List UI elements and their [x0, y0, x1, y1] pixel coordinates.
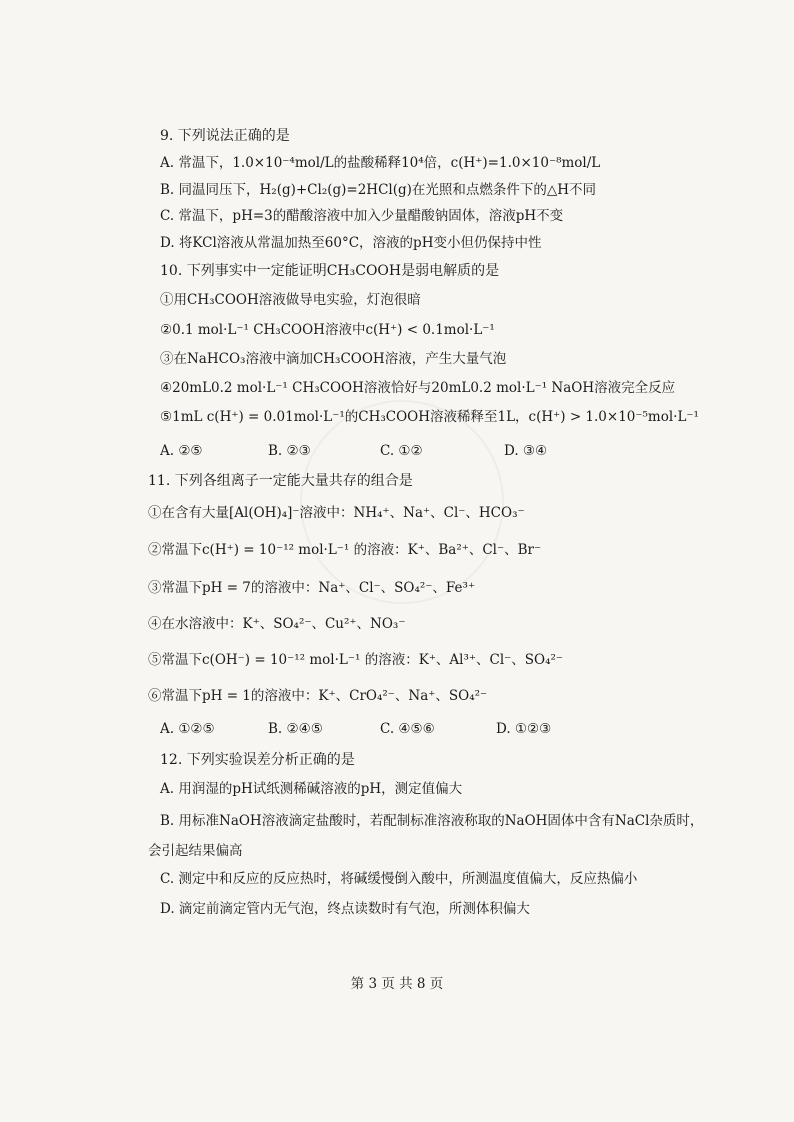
q11-item-6: ⑥常温下pH = 1的溶液中：K⁺、CrO₄²⁻、Na⁺、SO₄²⁻ — [148, 688, 488, 704]
q10-item-1: ①用CH₃COOH溶液做导电实验，灯泡很暗 — [160, 292, 421, 308]
q11-item-3: ③常温下pH = 7的溶液中：Na⁺、Cl⁻、SO₄²⁻、Fe³⁺ — [148, 580, 476, 596]
q11-item-4: ④在水溶液中：K⁺、SO₄²⁻、Cu²⁺、NO₃⁻ — [148, 616, 406, 632]
q11-choice-b: B. ②④⑤ — [268, 721, 323, 737]
q11-choice-d: D. ①②③ — [496, 721, 552, 737]
q10-choice-d: D. ③④ — [504, 443, 548, 459]
q10-choice-c: C. ①② — [380, 443, 423, 459]
q11-choice-a: A. ①②⑤ — [160, 721, 215, 737]
q12-option-a: A. 用润湿的pH试纸测稀碱溶液的pH，测定值偏大 — [160, 781, 463, 797]
q10-choice-b: B. ②③ — [268, 443, 311, 459]
q10-item-5: ⑤1mL c(H⁺) = 0.01mol·L⁻¹的CH₃COOH溶液稀释至1L，c(H⁺) > 1.0×10⁻⁵mol·L⁻¹ — [160, 409, 699, 425]
q12-option-b: B. 用标准NaOH溶液滴定盐酸时，若配制标准溶液称取的NaOH固体中含有NaCl杂质时， — [160, 813, 704, 829]
q11-item-5: ⑤常温下c(OH⁻) = 10⁻¹² mol·L⁻¹ 的溶液：K⁺、Al³⁺、Cl⁻、SO₄²⁻ — [148, 652, 564, 668]
q10-title: 10. 下列事实中一定能证明CH₃COOH是弱电解质的是 — [160, 263, 500, 279]
page-number-footer: 第 3 页 共 8 页 — [350, 976, 444, 992]
q10-item-3: ③在NaHCO₃溶液中滴加CH₃COOH溶液，产生大量气泡 — [160, 351, 507, 367]
q11-choices — [160, 719, 551, 739]
q11-title: 11. 下列各组离子一定能大量共存的组合是 — [148, 473, 413, 489]
q9-option-a: A. 常温下，1.0×10⁻⁴mol/L的盐酸稀释10⁴倍，c(H⁺)=1.0×10⁻⁸mol/L — [160, 155, 601, 171]
q10-item-2: ②0.1 mol·L⁻¹ CH₃COOH溶液中c(H⁺) < 0.1mol·L⁻¹ — [160, 322, 495, 338]
q12-option-d: D. 滴定前滴定管内无气泡，终点读数时有气泡，所测体积偏大 — [160, 901, 530, 917]
q9-option-c: C. 常温下，pH=3的醋酸溶液中加入少量醋酸钠固体，溶液pH不变 — [160, 208, 564, 224]
q10-item-4: ④20mL0.2 mol·L⁻¹ CH₃COOH溶液恰好与20mL0.2 mol·L⁻¹ NaOH溶液完全反应 — [160, 380, 676, 396]
q11-choice-c: C. ④⑤⑥ — [380, 721, 435, 737]
q10-choices — [160, 441, 547, 461]
q11-item-1: ①在含有大量[Al(OH)₄]⁻溶液中：NH₄⁺、Na⁺、Cl⁻、HCO₃⁻ — [148, 505, 525, 521]
q12-title: 12. 下列实验误差分析正确的是 — [160, 752, 355, 768]
q9-option-d: D. 将KCl溶液从常温加热至60°C，溶液的pH变小但仍保持中性 — [160, 235, 542, 251]
q9-title: 9. 下列说法正确的是 — [160, 128, 290, 144]
q12-option-b-continued: 会引起结果偏高 — [148, 843, 243, 859]
q11-item-2: ②常温下c(H⁺) = 10⁻¹² mol·L⁻¹ 的溶液：K⁺、Ba²⁺、Cl⁻、Br⁻ — [148, 542, 542, 558]
q9-option-b: B. 同温同压下，H₂(g)+Cl₂(g)=2HCl(g)在光照和点燃条件下的△H不同 — [160, 182, 597, 198]
q10-choice-a: A. ②⑤ — [160, 443, 203, 459]
faint-watermark-seal — [300, 400, 504, 604]
q12-option-c: C. 测定中和反应的反应热时，将碱缓慢倒入酸中，所测温度值偏大，反应热偏小 — [160, 871, 638, 887]
